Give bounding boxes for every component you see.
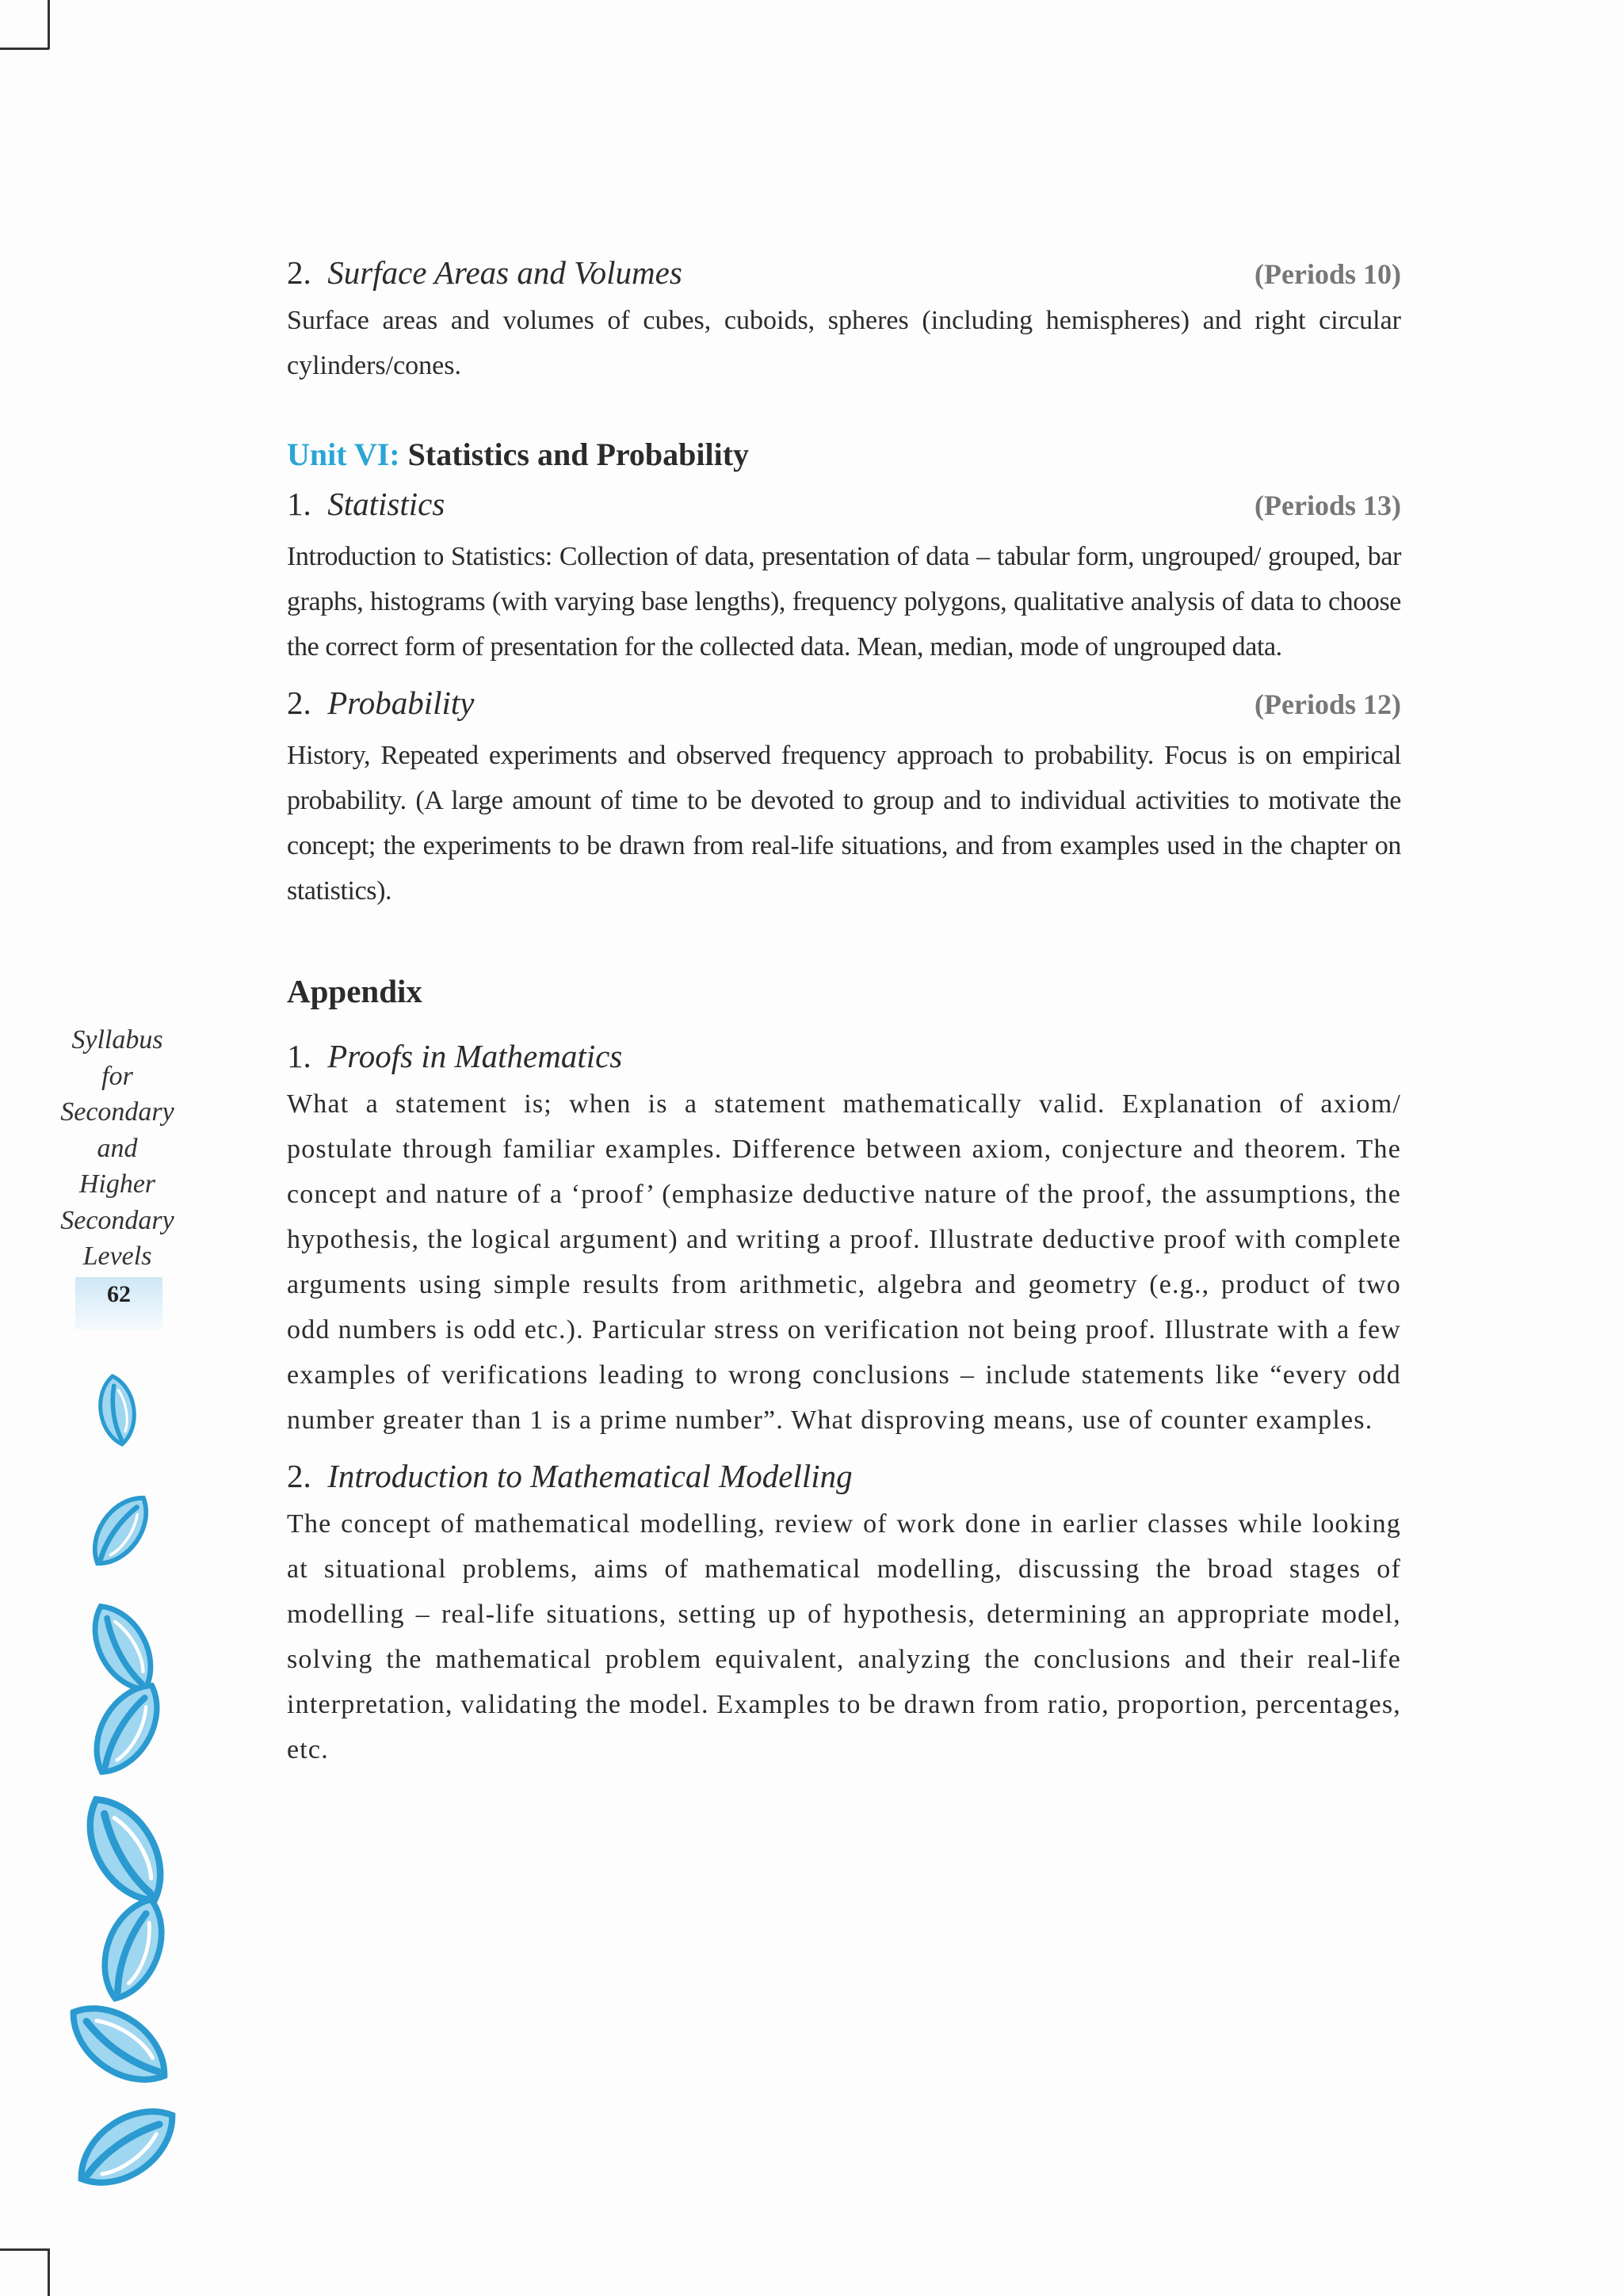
topic-heading [287, 1457, 1401, 1501]
topic-heading [287, 254, 1401, 298]
leaf-icon [91, 1891, 175, 2008]
topic-heading [287, 684, 1401, 728]
topic-statistics [287, 485, 1401, 669]
unit-title: Statistics and Probability [407, 437, 750, 472]
leaf-icon [66, 2093, 187, 2201]
topic-number: 2. [287, 1458, 311, 1494]
sidebar-line: Levels [82, 1241, 152, 1271]
topic-description: Surface areas and volumes of cubes, cuboids, spheres (including hemispheres) and right circular cylinders/cones. [287, 306, 1401, 380]
topic-title [287, 485, 445, 523]
page-content [287, 254, 1401, 1772]
topic-probability [287, 684, 1401, 913]
topic-description: History, Repeated experiments and observed frequency approach to probability. Focus is on empirical probability. (A large amount of time to be devoted to group and to individual activities to motivate the concept; the experiments to be drawn from real-life situations, and from examples used in the chapter on statistics). [287, 741, 1401, 906]
topic-title [287, 1457, 853, 1495]
crop-mark [0, 2248, 49, 2251]
leaf-icon [81, 1673, 173, 1783]
periods-label: (Periods 10) [1254, 258, 1401, 290]
topic-modelling [287, 1457, 1401, 1772]
topic-title [287, 254, 682, 292]
topic-heading [287, 1037, 1401, 1081]
leaf-decoration-icon [48, 1347, 198, 2234]
leaf-icon [96, 1374, 139, 1447]
periods-label: (Periods 12) [1254, 688, 1401, 720]
crop-mark [0, 48, 49, 50]
sidebar-line: and [97, 1133, 138, 1163]
topic-title [287, 1037, 622, 1075]
sidebar-line: Secondary [60, 1205, 174, 1235]
sidebar-line: for [101, 1061, 133, 1091]
periods-label: (Periods 13) [1254, 490, 1401, 521]
topic-description: Introduction to Statistics: Collection of data, presentation of data – tabular form, ungrouped/ grouped, bar graphs, histograms (with varying base lengths), frequency polygons, qualitative analysis of data to choose the correct form of presentation for the collected data. Mean, median, mode of ungrouped data. [287, 542, 1401, 662]
topic-number: 1. [287, 486, 311, 522]
topic-proofs [287, 1037, 1401, 1443]
crop-mark [48, 0, 50, 49]
topic-name: Statistics [327, 486, 445, 522]
unit-heading [287, 433, 1401, 477]
topic-number: 2. [287, 685, 311, 721]
topic-surface-areas [287, 254, 1401, 388]
page-number: 62 [75, 1277, 162, 1329]
topic-title [287, 684, 475, 722]
sidebar-caption [48, 1022, 187, 1275]
leaf-icon [58, 1990, 179, 2098]
topic-name: Proofs in Mathematics [327, 1038, 623, 1074]
topic-name: Introduction to Mathematical Modelling [327, 1458, 853, 1494]
topic-description: What a statement is; when is a statement mathematically valid. Explanation of axiom/ postulate through familiar examples. Difference between axiom, conjecture and theorem. The concept and nature of a ‘proof’ (emphasize deductive nature of the proof, the assumptions, the hypothesis, the logical argument) and writing a proof. Illustrate deductive proof with complete arguments using simple results from arithmetic, algebra and geometry (e.g., product of two odd numbers is odd etc.). Particular stress on verification not being proof. Illustrate with a few examples of verifications leading to wrong conclusions – include statements like “every odd number greater than 1 is a prime number”. What disproving means, use of counter examples. [287, 1089, 1401, 1435]
topic-number: 2. [287, 254, 311, 291]
leaf-icon [82, 1487, 159, 1574]
crop-mark [48, 2248, 50, 2296]
leaf-icon [72, 1786, 179, 1915]
unit-label: Unit VI: [287, 437, 400, 472]
topic-description: The concept of mathematical modelling, review of work done in earlier classes while looking at situational problems, aims of mathematical modelling, discussing the broad stages of modelling – real-life situations, setting up of hypothesis, determining an appropriate model, solving the mathematical problem equivalent, analyzing the conclusions and their real-life interpretation, validating the model. Examples to be drawn from ratio, proportion, percentages, etc. [287, 1509, 1401, 1764]
topic-name: Surface Areas and Volumes [327, 254, 682, 291]
sidebar-line: Higher [78, 1169, 156, 1199]
topic-name: Probability [327, 685, 475, 721]
topic-heading [287, 485, 1401, 529]
sidebar-line: Syllabus [71, 1025, 163, 1055]
topic-number: 1. [287, 1038, 311, 1074]
appendix-heading: Appendix [287, 973, 422, 1009]
sidebar-line: Secondary [60, 1097, 174, 1127]
